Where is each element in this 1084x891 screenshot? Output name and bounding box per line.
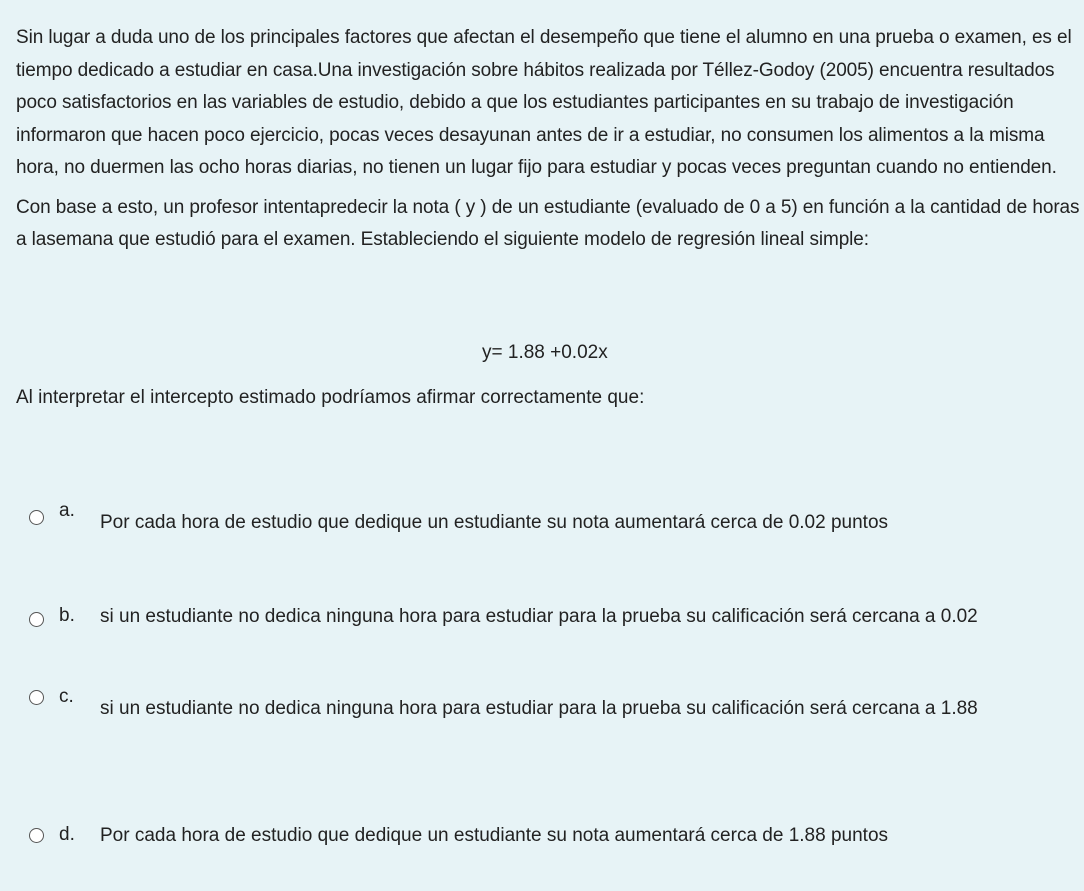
radio-button-d[interactable] [29,828,44,843]
question-paragraph-2: Con base a esto, un profesor intentapredecir la nota ( y ) de un estudiante (evaluado de 0 a 5) en función a la cantidad de horas a lasemana que estudió para el examen. Estableciendo el siguiente modelo de regresión lineal simple: [16,196,1080,250]
question-paragraph-1: Sin lugar a duda uno de los principales factores que afectan el desempeño que tiene el alumno en una prueba o examen, es el tiempo dedicado a estudiar en casa.Una investigación sobre hábitos realizada por Téllez-Godoy (2005) encuentra resultados poco satisfactorios en las variables de estudio, debido a que los estudiantes participantes en su trabajo de investigación informaron que hacen poco ejercicio, pocas veces desayunan antes de ir a estudiar, no consumen los alimentos a la misma hora, no duermen las ocho horas diarias, no tienen un lugar fijo para estudiar y pocas veces preguntan cuando no entienden. [16,27,1072,178]
option-text-a[interactable]: Por cada hora de estudio que dedique un estudiante su nota aumentará cerca de 0.02 puntos [100,512,889,533]
radio-button-c[interactable] [29,690,44,705]
option-text-b[interactable]: si un estudiante no dedica ninguna hora para estudiar para la prueba su calificación será cercana a 0.02 [100,606,978,627]
option-text-d[interactable]: Por cada hora de estudio que dedique un estudiante su nota aumentará cerca de 1.88 puntos [100,825,889,846]
option-letter-a: a. [59,500,75,521]
question-prompt: Al interpretar el intercepto estimado podríamos afirmar correctamente que: [16,387,645,408]
option-letter-c: c. [59,686,74,707]
question-stem [16,22,1080,257]
option-text-c[interactable]: si un estudiante no dedica ninguna hora para estudiar para la prueba su calificación será cercana a 1.88 [100,698,978,719]
radio-button-b[interactable] [29,612,44,627]
radio-button-a[interactable] [29,510,44,525]
regression-formula: y= 1.88 +0.02x [482,342,608,363]
option-letter-d: d. [59,824,75,845]
option-letter-b: b. [59,605,75,626]
